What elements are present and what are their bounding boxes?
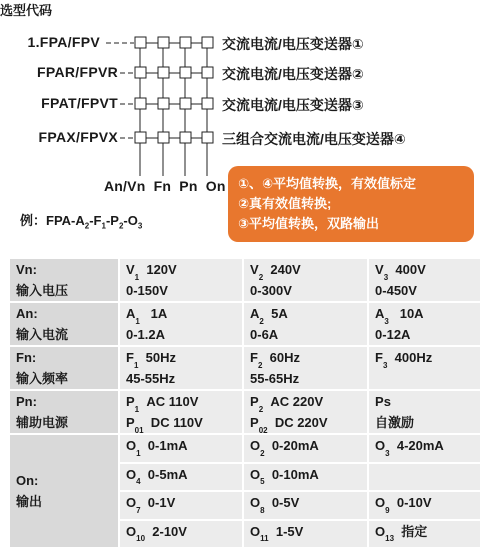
row-category: Pn: 辅助电源 [10,391,118,433]
table-cell: $P_2$ AC 220V $P_{02}$ DC 220V [244,391,367,433]
row-category: Vn: 输入电压 [10,259,118,301]
note-line: ②真有效值转换; [238,196,332,211]
table-row [10,303,480,345]
table-cell: $V_1$ 120V 0-150V [120,259,242,301]
note-line: ③平均值转换，双路输出 [238,216,380,231]
table-cell: $F_1$ 50Hz 45-55Hz [120,347,242,389]
table-cell: $O_9$ 0-10V [369,492,480,519]
note-box [228,166,474,242]
table-cell: $F_2$ 60Hz 55-65Hz [244,347,367,389]
table-cell: $V_2$ 240V 0-300V [244,259,367,301]
table-cell: $O_5$ 0-10mA [244,464,367,491]
table-cell: $O_{10}$ 2-10V [120,521,242,548]
model-desc: 交流电流/电压变送器③ [222,97,364,113]
row-category: Fn: 输入频率 [10,347,118,389]
table-cell: $O_7$ 0-1V [120,492,242,519]
table-cell: $F_3$ 400Hz [369,347,480,389]
table-row [10,435,480,462]
model-name: 1.FPA/FPV [27,34,100,50]
model-name: FPAR/FPVR [37,64,118,80]
code-labels: An/Vn Fn Pn On [104,178,226,194]
note-line: ①、④平均值转换，有效值标定 [238,176,417,191]
table-cell: Ps 自激励 [369,391,480,433]
table-cell: $O_2$ 0-20mA [244,435,367,462]
page-heading: 选型代码 [0,3,53,18]
table-cell: $O_3$ 4-20mA [369,435,480,462]
table-cell: $A_2$ 5A 0-6A [244,303,367,345]
table-cell: $O_8$ 0-5V [244,492,367,519]
table-cell: $O_4$ 0-5mA [120,464,242,491]
model-desc: 三组合交流电流/电压变送器④ [222,131,406,147]
table-cell: $O_{13}$ 指定 [369,521,480,548]
table-row [10,347,480,389]
table-cell: $P_1$ AC 110V $P_{01}$ DC 110V [120,391,242,433]
table-row [10,259,480,301]
spec-table [8,257,482,549]
table-cell [369,464,480,491]
model-name: FPAX/FPVX [38,129,118,145]
model-name: FPAT/FPVT [41,95,118,111]
table-cell: $O_{11}$ 1-5V [244,521,367,548]
table-cell: $A_3$ 10A 0-12A [369,303,480,345]
table-cell: $A_1$ 1A 0-1.2A [120,303,242,345]
model-desc: 交流电流/电压变送器① [222,36,364,52]
row-category: On: 输出 [10,435,118,547]
model-desc: 交流电流/电压变送器② [222,66,364,82]
row-category: An: 输入电流 [10,303,118,345]
table-row [10,391,480,433]
table-cell: $O_1$ 0-1mA [120,435,242,462]
example-line: 例：FPA-$A_2-F_1-P_2-O_3$ [20,213,143,231]
table-cell: $V_3$ 400V 0-450V [369,259,480,301]
